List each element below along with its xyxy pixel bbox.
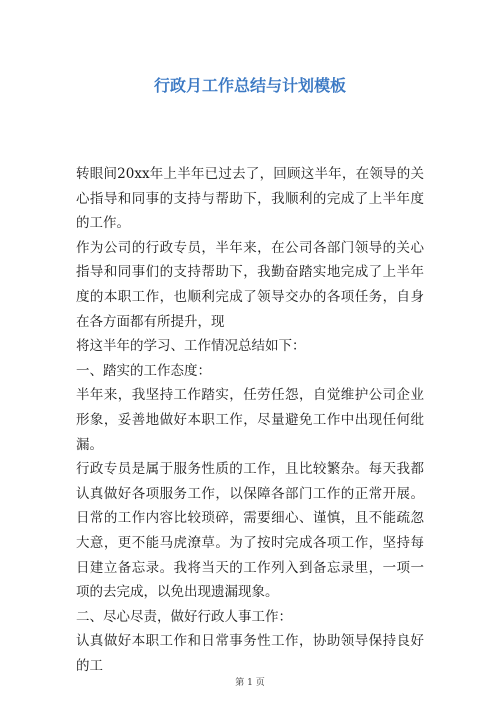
section-heading: 一、踏实的工作态度： [76,362,211,379]
paragraph: 认真做好本职工作和日常事务性工作，协助领导保持良好的工 [76,633,424,674]
paragraph: 作为公司的行政专员，半年来，在公司各部门领导的关心指导和同事们的支持帮助下，我勤奋踏实地完成了上半年度的本职工作，也顺利完成了领导交办的各项任务，自身在各方面都有所提升，现 [76,239,424,330]
paragraph: 半年来，我坚持工作踏实，任劳任怨，自觉维护公司企业形象，妥善地做好本职工作，尽量避免工作中出现任何纰漏。 [76,387,424,453]
paragraph: 行政专员是属于服务性质的工作，且比较繁杂。每天我都认真做好各项服务工作，以保障各部门工作的正常开展。日常的工作内容比较琐碎，需要细心、谨慎，且不能疏忽大意，更不能马虎潦草。为了按时完成各项工作，坚持每日建立备忘录。我将当天的工作列入到备忘录里，一项一项的去完成，以免出现遗漏现象。 [76,461,424,601]
document-title: 行政月工作总结与计划模板 [153,76,346,95]
paragraph: 转眼间20xx年上半年已过去了，回顾这半年，在领导的关心指导和同事的支持与帮助下，我顺利的完成了上半年度的工作。 [76,166,424,232]
paragraph: 将这半年的学习、工作情况总结如下： [76,338,306,355]
page-number: 第 1 页 [235,678,265,688]
section-heading: 二、尽心尽责，做好行政人事工作： [76,608,292,625]
document-body [76,162,424,678]
